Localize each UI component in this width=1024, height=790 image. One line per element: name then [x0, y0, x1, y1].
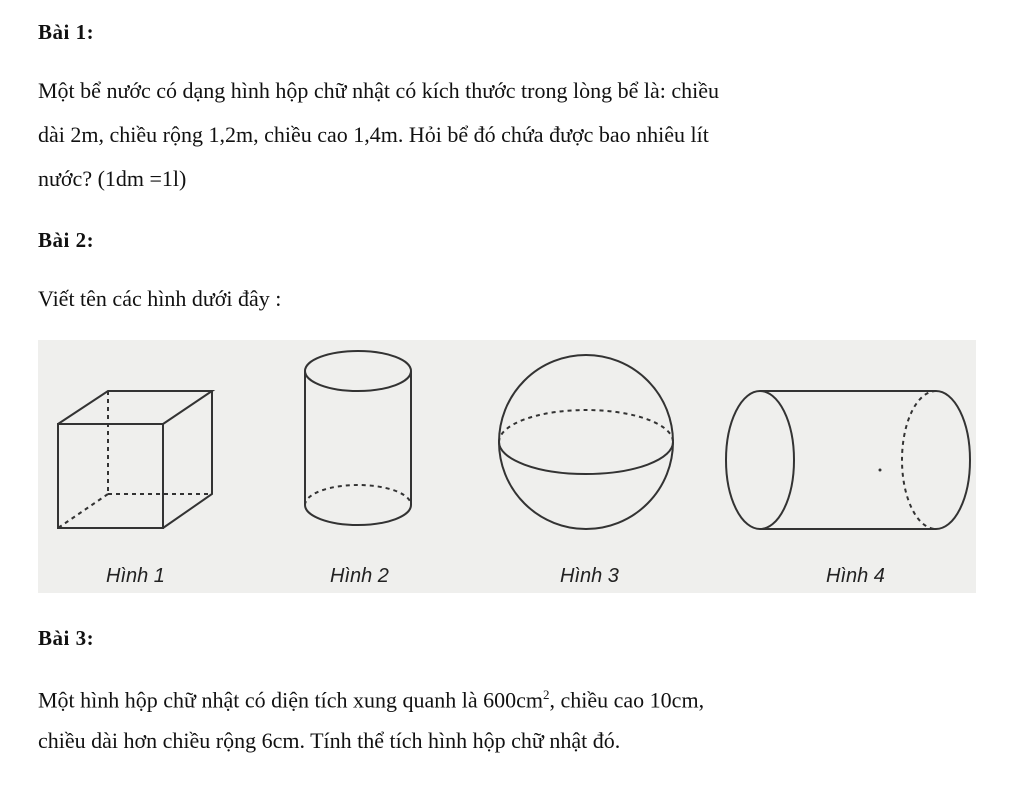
bai1-text-line1: Một bể nước có dạng hình hộp chữ nhật có kích thước trong lòng bể là: chiều	[38, 78, 719, 103]
horizontal-cylinder-icon	[726, 391, 970, 529]
bai3-heading: Bài 3:	[38, 626, 95, 650]
bai3-text-line1	[38, 674, 938, 721]
sphere-icon	[499, 355, 673, 529]
bai3-text-line1-b: , chiều cao 10cm,	[549, 687, 705, 713]
figure-label-4: Hình 4	[826, 565, 885, 587]
figure-label-2: Hình 2	[330, 565, 389, 587]
figures-drawing	[38, 340, 976, 593]
figure-label-1: Hình 1	[106, 565, 165, 587]
bai3-text-line2: chiều dài hơn chiều rộng 6cm. Tính thể tích hình hộp chữ nhật đó.	[38, 728, 621, 753]
bai2-instruction: Viết tên các hình dưới đây :	[38, 286, 282, 311]
bai3-superscript: 2	[543, 687, 550, 702]
bai1-heading: Bài 1:	[38, 20, 95, 44]
bai1-text-line3: nước? (1dm =1l)	[38, 166, 187, 191]
figure-label-3: Hình 3	[560, 565, 619, 587]
bai2-heading: Bài 2:	[38, 228, 95, 252]
bai3-text-line1-a: Một hình hộp chữ nhật có diện tích xung quanh là 600cm	[38, 687, 544, 713]
figure-panel	[38, 340, 976, 593]
bai1-text-line2: dài 2m, chiều rộng 1,2m, chiều cao 1,4m. Hỏi bể đó chứa được bao nhiêu lít	[38, 122, 709, 147]
cube-icon	[58, 391, 212, 528]
cylinder-icon	[305, 351, 411, 525]
